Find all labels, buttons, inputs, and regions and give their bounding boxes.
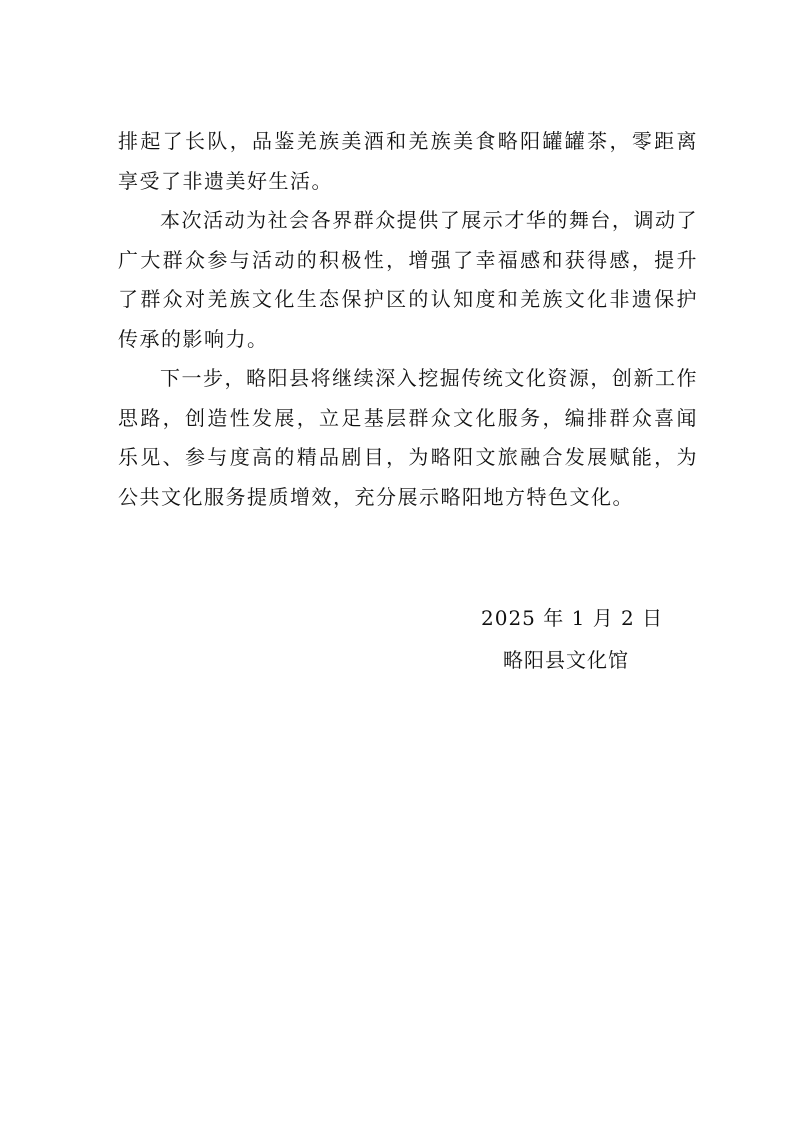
paragraph-next-steps: 下一步，略阳县将继续深入挖掘传统文化资源，创新工作思路，创造性发展，立足基层群众文化服务，编排群众喜闻乐见、参与度高的精品剧目，为略阳文旅融合发展赋能，为公共文化服务提质增效，充分展示略阳地方特色文化。: [118, 366, 698, 509]
paragraph-activity-impact: 本次活动为社会各界群众提供了展示才华的舞台，调动了广大群众参与活动的积极性，增强了幸福感和获得感，提升了群众对羌族文化生态保护区的认知度和羌族文化非遗保护传承的影响力。: [118, 208, 698, 351]
paragraph-continuation: 排起了长队，品鉴羌族美酒和羌族美食略阳罐罐茶，零距离享受了非遗美好生活。: [118, 129, 698, 193]
signature-date: 2025 年 1 月 2 日: [481, 606, 664, 630]
document-body: [118, 122, 698, 517]
signature-organization: 略阳县文化馆: [503, 648, 629, 672]
